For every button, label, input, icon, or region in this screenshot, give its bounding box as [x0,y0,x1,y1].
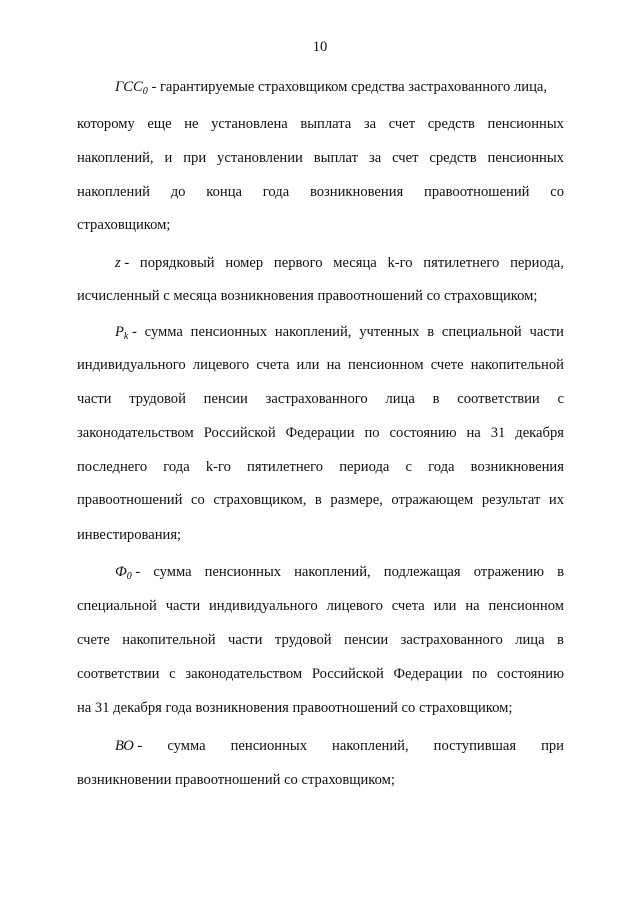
definition-line: правоотношений со страховщиком, в размере, отражающем результат их [77,492,564,508]
definition-line: возникновении правоотношений со страховщиком; [77,772,395,788]
definition-line: счете накопительной части трудовой пенсии застрахованного лица в [77,632,564,648]
definition-line: накоплений до конца года возникновения правоотношений со [77,184,564,200]
definition-line: исчисленный с месяца возникновения правоотношений со страховщиком; [77,288,538,304]
math-symbol: $ГСС_0$ [115,79,148,97]
definition-line: соответствии с законодательством Российской Федерации по состоянию [77,666,564,682]
definition-line: $P_k$ - сумма пенсионных накоплений, учтенных в специальной части [115,324,564,342]
math-symbol: $P_k$ [115,324,129,342]
definition-line: на 31 декабря года возникновения правоотношений со страховщиком; [77,700,513,716]
math-symbol: $Ф_0$ [115,564,132,582]
definition-line: ВО - сумма пенсионных накоплений, поступившая при [115,738,564,754]
definition-line: которому еще не установлена выплата за счет средств пенсионных [77,116,564,132]
definition-line: $Ф_0$ - сумма пенсионных накоплений, подлежащая отражению в [115,564,564,582]
page-number: 10 [312,39,328,55]
definition-line: z - порядковый номер первого месяца k-го пятилетнего периода, [115,255,564,271]
definition-line: инвестирования; [77,527,182,543]
math-symbol: ВО [115,738,134,754]
math-symbol: z [115,255,121,271]
definition-line: $ГСС_0$ - гарантируемые страховщиком средства застрахованного лица, [115,79,548,97]
definition-line: части трудовой пенсии застрахованного лица в соответствии с [77,391,564,407]
definition-line: специальной части индивидуального лицевого счета или на пенсионном [77,598,564,614]
definition-line: индивидуального лицевого счета или на пенсионном счете накопительной [77,357,564,373]
definition-line: последнего года k-го пятилетнего периода с года возникновения [77,459,564,475]
definition-line: страховщиком; [77,217,171,233]
definition-line: накоплений, и при установлении выплат за счет средств пенсионных [77,150,564,166]
definition-line: законодательством Российской Федерации по состоянию на 31 декабря [77,425,564,441]
